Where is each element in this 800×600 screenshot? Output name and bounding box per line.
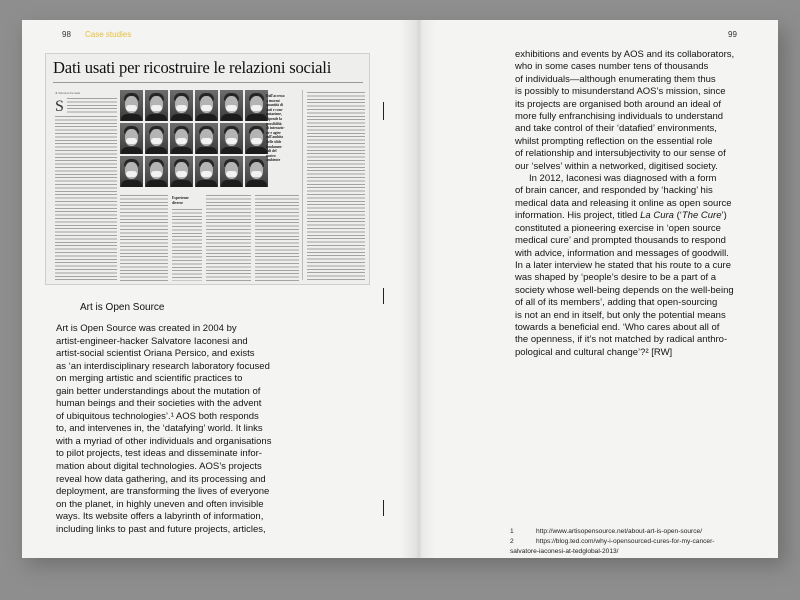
- portrait-mask: [151, 105, 162, 111]
- pull-quote-line: delle sfide: [266, 139, 282, 144]
- portrait-photo: [170, 123, 193, 154]
- portrait-mask: [151, 171, 162, 177]
- text-line: with a myriad of other individuals and organisations: [56, 435, 272, 447]
- text-line: ways. Its website offers a labyrinth of information,: [56, 511, 264, 523]
- text-fragment: ’): [721, 210, 727, 222]
- portrait-coat: [146, 147, 167, 154]
- portrait-coat: [171, 180, 192, 187]
- footnote-2-continuation[interactable]: salvatore-iaconesi-at-tedglobal-2013/: [510, 548, 619, 556]
- text-line: who in some cases number tens of thousands: [515, 61, 709, 73]
- portrait-photo-grid: [120, 90, 268, 187]
- pull-quote-line: dati e com-: [266, 107, 283, 112]
- text-line: pological and cultural change’?² [RW]: [515, 346, 673, 358]
- newspaper-clipping: [45, 53, 370, 285]
- text-line: of ubiquitous technologies’.¹ AOS both responds: [56, 410, 259, 422]
- portrait-photo: [145, 90, 168, 121]
- footnote-1: [510, 527, 714, 537]
- text-line: more fully enfranchising individuals to understand: [515, 111, 724, 123]
- book-spread: [22, 20, 778, 558]
- paragraph-2-rest: [515, 235, 755, 359]
- portrait-mask: [251, 171, 262, 177]
- pull-quote-line: sull'ambito: [266, 135, 284, 140]
- portrait-coat: [196, 114, 217, 121]
- pull-quote-line: Esperienze: [172, 196, 189, 200]
- text-line: mation about digital technologies. AOS’s projects: [56, 461, 262, 473]
- portrait-photo: [195, 156, 218, 187]
- text-line: our ‘selves’ within a networked, digitised society.: [515, 160, 718, 172]
- portrait-coat: [246, 180, 267, 187]
- text-line: on merging artistic and scientific practices to: [56, 373, 243, 385]
- clipping-drop-cap: S: [55, 98, 64, 115]
- text-line: of all of its members’, adding that open-sourcing: [515, 297, 718, 309]
- text-fragment: information. His project, titled: [515, 210, 638, 222]
- text-line: was shaped by ‘people’s desire to be a part of a: [515, 272, 717, 284]
- text-line: is possibly to misunderstand AOS’s mission, since: [515, 86, 726, 98]
- clipping-subhead: [172, 196, 189, 205]
- portrait-coat: [221, 114, 242, 121]
- footnote-url[interactable]: https://blog.ted.com/why-i-opensourced-cures-for-my-cancer-: [536, 538, 715, 546]
- text-line: In 2012, Iaconesi was diagnosed with a form: [529, 173, 717, 185]
- portrait-coat: [121, 180, 142, 187]
- portrait-photo: [120, 90, 143, 121]
- text-line: as ‘an interdisciplinary research laboratory focused: [56, 360, 270, 372]
- portrait-coat: [196, 147, 217, 154]
- text-line: on the planet, in highly uneven and often invisible: [56, 498, 264, 510]
- text-line: whilst prompting reflection on the essential role: [515, 135, 713, 147]
- portrait-photo: [245, 156, 268, 187]
- running-head: Case studies: [85, 30, 132, 39]
- pull-quote-line: Dall'accesso: [266, 94, 285, 98]
- text-line: with advice, information and messages of goodwill.: [515, 247, 729, 259]
- text-line: of brain cancer, and responded by ‘hacking’ his: [515, 185, 713, 197]
- text-line: the openness, if it’s not matched by radical anthro-: [515, 334, 728, 346]
- portrait-photo: [145, 123, 168, 154]
- clipping-headline: Dati usati per ricostruire le relazioni sociali: [53, 58, 332, 77]
- clipping-text-column: [206, 195, 251, 281]
- footnote-url[interactable]: http://www.artisopensource.net/about-art-is-open-source/: [536, 528, 703, 535]
- portrait-mask: [226, 171, 237, 177]
- portrait-coat: [171, 147, 192, 154]
- portrait-mask: [151, 138, 162, 144]
- text-line: deployment, are transforming the lives of everyone: [56, 486, 270, 498]
- portrait-photo: [120, 123, 143, 154]
- text-line: medical data and releasing it online as open source: [515, 197, 732, 209]
- paragraph-2: [515, 173, 755, 359]
- portrait-mask: [176, 138, 187, 144]
- portrait-coat: [221, 180, 242, 187]
- clipping-text-column: [307, 92, 365, 282]
- portrait-photo: [195, 123, 218, 154]
- text-line: towards a beneficial end. ‘Who cares about all of: [515, 321, 720, 333]
- pull-quote-line: ne e agire: [266, 130, 281, 135]
- portrait-photo: [220, 156, 243, 187]
- clipping-text-column: [55, 116, 117, 281]
- footnotes: [510, 527, 714, 558]
- text-line: society whose well-being depends on the well-being: [515, 284, 734, 296]
- portrait-mask: [251, 138, 262, 144]
- portrait-coat: [121, 114, 142, 121]
- binding-stitch: [383, 288, 384, 304]
- text-line: is not an end in itself, but only the potential means: [515, 309, 726, 321]
- portrait-photo: [170, 156, 193, 187]
- book-gutter: [400, 20, 436, 558]
- portrait-photo: [245, 90, 268, 121]
- clipping-column-rule: [302, 90, 303, 280]
- text-line: Art is Open Source was created in 2004 by: [56, 323, 237, 334]
- text-line: to pilot projects, test ideas and disseminate infor-: [56, 448, 262, 460]
- pull-quote-line: possibilità: [266, 121, 282, 126]
- portrait-mask: [201, 171, 212, 177]
- portrait-coat: [171, 114, 192, 121]
- pull-quote-line: nostro: [266, 153, 276, 158]
- left-body-text: [56, 323, 391, 536]
- portrait-coat: [246, 114, 267, 121]
- portrait-photo: [120, 156, 143, 187]
- text-fragment: (‘: [673, 210, 682, 222]
- text-line: of relationship and intersubjectivity to our sense of: [515, 148, 726, 160]
- portrait-photo: [245, 123, 268, 154]
- portrait-photo: [220, 123, 243, 154]
- pull-quote-line: tali del: [266, 149, 277, 154]
- portrait-coat: [246, 147, 267, 154]
- text-line: [515, 210, 755, 222]
- text-line: to, and intervenes in, the ‘datafying’ world. It links: [56, 423, 263, 435]
- text-line: In a later interview he stated that his route to a cure: [515, 259, 731, 271]
- portrait-photo: [195, 90, 218, 121]
- pull-quote-line: fondamen-: [266, 144, 283, 149]
- binding-stitch: [383, 102, 384, 120]
- text-line: exhibitions and events by AOS and its collaborators,: [515, 49, 735, 60]
- portrait-mask: [126, 171, 137, 177]
- right-folio: 99: [728, 30, 737, 39]
- clipping-rule: [53, 82, 363, 83]
- text-line: including links to past and future projects, articles,: [56, 523, 266, 535]
- portrait-coat: [121, 147, 142, 154]
- text-line: gain better understandings about the mutation of: [56, 385, 261, 397]
- left-folio: 98: [62, 30, 71, 39]
- portrait-photo: [145, 156, 168, 187]
- text-line: constituted a pioneering exercise in ‘open source: [515, 222, 721, 234]
- pull-quote-line: a enormi: [266, 98, 280, 103]
- portrait-mask: [126, 138, 137, 144]
- clipping-text-column: [67, 98, 117, 115]
- portrait-coat: [196, 180, 217, 187]
- portrait-mask: [251, 105, 262, 111]
- portrait-coat: [146, 114, 167, 121]
- text-line: medical cure’ and prompted thousands to respond: [515, 235, 726, 247]
- portrait-coat: [221, 147, 242, 154]
- clipping-text-column: [120, 195, 168, 281]
- right-body-text: [515, 49, 755, 359]
- text-line: reveal how data gathering, and its processing and: [56, 473, 266, 485]
- text-line: of individuals—although enumerating them thus: [515, 73, 716, 85]
- text-line: its projects are organised both around an ideal of: [515, 98, 721, 110]
- portrait-mask: [201, 105, 212, 111]
- pull-quote-line: di interazio-: [266, 126, 285, 131]
- portrait-mask: [176, 171, 187, 177]
- footnote-2: [510, 537, 714, 547]
- clipping-text-column: [172, 209, 202, 281]
- text-line: artist-engineer-hacker Salvatore Iaconesi and: [56, 335, 248, 347]
- portrait-photo: [220, 90, 243, 121]
- portrait-mask: [226, 105, 237, 111]
- portrait-mask: [126, 105, 137, 111]
- portrait-mask: [176, 105, 187, 111]
- footnote-number: 2: [510, 538, 514, 546]
- text-line: human beings and their societies with the advent: [56, 398, 262, 410]
- pull-quote-line: dipende la: [266, 116, 282, 121]
- portrait-photo: [170, 90, 193, 121]
- footnote-number: 1: [510, 528, 514, 535]
- text-line: artist-social scientist Oriana Persico, and exists: [56, 348, 255, 360]
- image-caption: Art is Open Source: [80, 302, 165, 313]
- text-line: and take control of their ‘datafied’ environments,: [515, 123, 717, 135]
- pull-quote-line: quantità di: [266, 103, 283, 108]
- portrait-coat: [146, 180, 167, 187]
- project-title: La Cura: [640, 210, 674, 222]
- title-translation: The Cure: [681, 210, 722, 222]
- portrait-mask: [226, 138, 237, 144]
- clipping-text-column: [255, 195, 299, 281]
- paragraph-1: [515, 49, 755, 173]
- clipping-byline: di Salvatore Iaconesi: [55, 91, 81, 95]
- pull-quote-line: ambiente: [266, 158, 281, 163]
- pull-quote-line: putazione,: [266, 112, 282, 117]
- portrait-mask: [201, 138, 212, 144]
- pull-quote-line: diverse: [172, 200, 183, 205]
- clipping-pull-quote: [266, 94, 285, 163]
